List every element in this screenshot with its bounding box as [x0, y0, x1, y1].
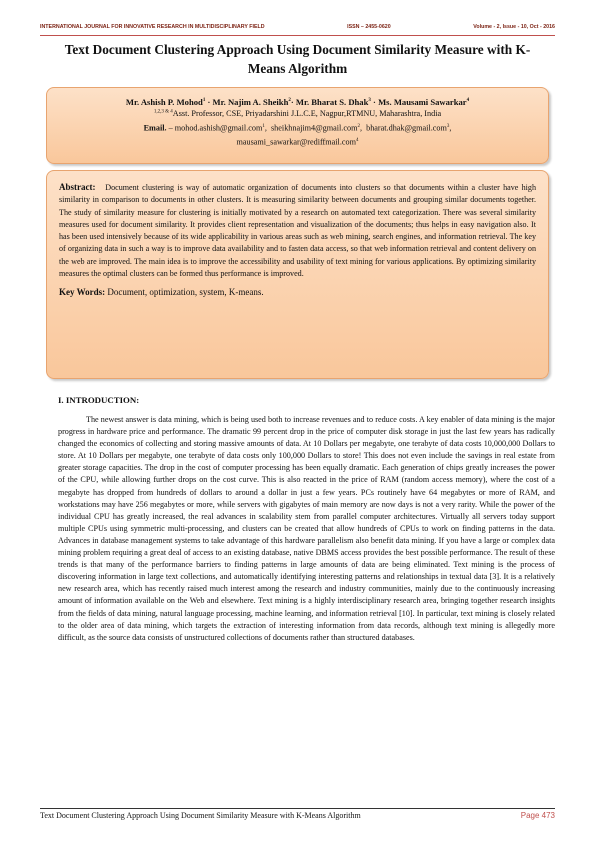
- affiliation-sup: 1,2,3 & 4: [153, 109, 173, 115]
- email-address[interactable]: mausami_sawarkar@rediffmail.com: [236, 137, 356, 147]
- abstract: [59, 181, 536, 280]
- author-box: [46, 87, 549, 164]
- affiliation: [47, 109, 548, 118]
- author-name: Mr. Najim A. Sheikh: [212, 97, 289, 107]
- page-footer: [40, 811, 555, 820]
- email-block: Email. – mohod.ashish@gmail.com$^1$, sheikhnajim4@gmail.com$^2$, bharat.dhak@gmail.com$^3$, mausami_sawarkar@rediffmail.com$^4$: [143, 123, 452, 147]
- header-rule: [40, 35, 555, 36]
- section-heading: I. INTRODUCTION:: [58, 395, 140, 405]
- author-sup: 1: [202, 98, 206, 104]
- email-sup: 4: [355, 137, 359, 143]
- author-name: Ms. Mausami Sawarkar: [378, 97, 467, 107]
- paper-title: Text Document Clustering Approach Using Document Similarity Measure with K-Means Algorithm: [64, 42, 531, 76]
- email-sup: 1: [262, 124, 265, 129]
- author-sup: 3: [368, 98, 371, 104]
- email-address[interactable]: sheikhnajim4@gmail.com: [271, 123, 358, 133]
- keywords: [59, 287, 536, 297]
- author-sup: 2: [288, 98, 291, 104]
- author-list: Mr. Ashish P. Mohod$^1$ · Mr. Najim A. Sheikh$^2$· Mr. Bharat S. Dhak$^3$ · Ms. Mausami Sawarkar$^4$: [125, 97, 470, 107]
- author-name: Mr. Bharat S. Dhak: [295, 97, 369, 107]
- section-body: The newest answer is data mining, which is being used both to increase revenues and to reduce costs. A key enabler of data mining is the major progress in hardware price and performance. The dramatic 99 percent drop in the price of computer disk storage in just the last few years has radically changed the economics of collecting and storing massive amounts of data. At 10 Dollars per megabyte, one terabyte of data costs 10,000,000 Dollars to store. At 10 Dollars per megabyte, one terabyte of data costs only 100,000 Dollars to store! This does not even include the savings in real estate from greater storage capacities. The drop in the cost of computer processing has been equally dramatic. Each generation of chips greatly increases the power of the CPU, while allowing further drops on the cost curve. This is also reacted in the price of RAM (random access memory), where the cost of a megabyte has dropped from hundreds of dollars to around a dollar in just a few years. PCs routinely have 64 megabytes or more of RAM, and workstations may have 256 megabytes or more, while servers with gigabytes of main memory are now days is not a very rarity. While the power of the individual CPU has greatly increased, the real advances in scalability stem from parallel computer architectures. Virtually all servers today support multiple CPUs using symmetric multi-processing, and clusters can be created that allow hundreds of CPUs to work on finding patterns in the data. Advances in database management systems to take advantage of this hardware parallelism also benefit data mining. If you have a large or complex data mining problem requiring a great deal of access to an existing database, native DBMS access provides the best possible performance. The result of these trends is that many of the performance barriers to finding patterns in large amounts of data are being eliminated. Text mining is the process of discovering information in large text collections, and automatically identifying interesting patterns and relationships in textual data [3]. It is a relatively new research area, which has recently raised much interest among the research and industry communities, mainly due to the continuously increasing amount of information available on the Web and elsewhere. Text mining is a highly interdisciplinary research area, bringing together research insights from the fields of data mining, natural language processing, machine learning, and information retrieval [10]. In particular, text mining is closely related to the older area of data mining, which targets the extraction of interesting information from data records, although text mining is allegedly more difficult, as the source data consists of unstructured collections of documents rather than structured databases.: [58, 415, 555, 642]
- page-number: Page 473: [520, 811, 555, 820]
- keywords-label: Key Words:: [59, 287, 106, 298]
- affiliation-text: Asst. Professor, CSE, Priyadarshini J.L.C.E, Nagpur,RTMNU, Maharashtra, India: [172, 109, 442, 118]
- email-sup: 3: [446, 124, 450, 129]
- issn: ISSN – 2455-0620: [347, 24, 391, 30]
- journal-name: INTERNATIONAL JOURNAL FOR INNOVATIVE RESEARCH IN MULTIDISCIPLINARY FIELD: [40, 24, 265, 30]
- footer-rule: [40, 808, 555, 809]
- author-name: Mr. Ashish P. Mohod: [125, 97, 203, 107]
- email-label: Email.: [143, 123, 167, 133]
- abstract-label: Abstract:: [59, 182, 96, 192]
- email-address[interactable]: bharat.dhak@gmail.com: [366, 123, 447, 133]
- abstract-box: [46, 170, 549, 379]
- keywords-text: Document, optimization, system, K-means.: [107, 287, 264, 298]
- volume-issue: Volume - 2, Issue - 10, Oct - 2016: [473, 24, 555, 30]
- email-sup: 2: [357, 124, 360, 129]
- footer-title: Text Document Clustering Approach Using Document Similarity Measure with K-Means Algorithm: [40, 811, 361, 820]
- email-address[interactable]: mohod.ashish@gmail.com: [174, 123, 263, 133]
- abstract-text: Document clustering is way of automatic organization of documents into clusters so that documents within a cluster have high similarity in comparison to documents in other clusters. It is measuring similarity between documents and grouping similar documents together. The study of similarity measure for clustering is initially motivated by a research on automated text categorization. There was several similarity measures used for document similarity. It provides client representation and visualization of the documents; thus helps in easy navigation also. It has been used intensively because of its wide applicability in various areas such as web mining, search engines, and information retrieval. The key of organizing data in such a way is to improve data availability and to fasten data access, so that web information retrieval and content delivery on the web are improved. The main idea is to improve the accessibility and usability of text mining for various applications. By optimizing similarity measures the optimal clusters can be formed thus performance is improved.: [59, 183, 536, 279]
- author-sup: 4: [466, 98, 470, 104]
